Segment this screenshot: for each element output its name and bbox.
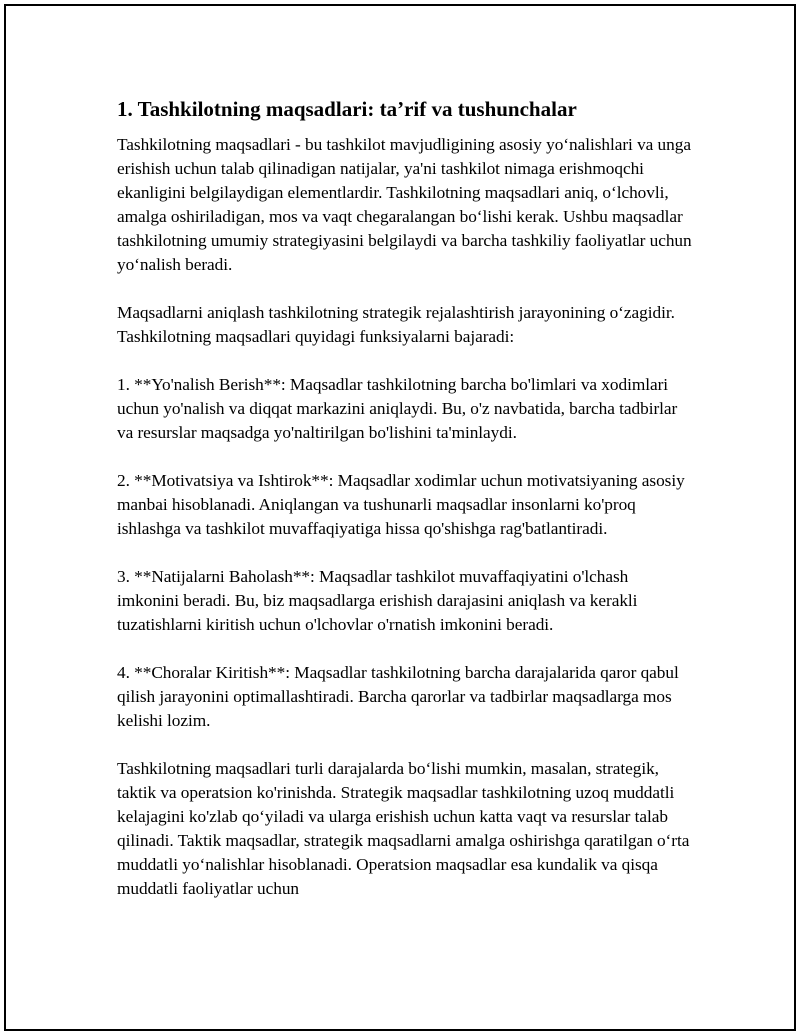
paragraph-item-3: 3. **Natijalarni Baholash**: Maqsadlar tashkilot muvaffaqiyatini o'lchash imkonini beradi. Bu, biz maqsadlarga erishish darajasini aniqlash va kerakli tuzatishlarni kiritish uchun o'lchovlar o'rnatish imkonini beradi. (117, 567, 638, 634)
paragraph-item-1: 1. **Yo'nalish Berish**: Maqsadlar tashkilotning barcha bo'limlari va xodimlari uchun yo'nalish va diqqat markazini aniqlaydi. Bu, o'z navbatida, barcha tadbirlar va resurslar maqsadga yo'naltirilgan bo'lishini ta'minlaydi. (117, 375, 678, 442)
document-body (117, 95, 692, 925)
paragraph-item-2: 2. **Motivatsiya va Ishtirok**: Maqsadlar xodimlar uchun motivatsiyaning asosiy manbai hisoblanadi. Aniqlangan va tushunarli maqsadlar insonlarni ko'proq ishlashga va tashkilot muvaffaqiyatiga hissa qo'shishga rag'batlantiradi. (117, 471, 685, 538)
paragraph-functions-intro: Maqsadlarni aniqlash tashkilotning strategik rejalashtirish jarayonining o‘zagidir. Tashkilotning maqsadlari quyidagi funksiyalarni bajaradi: (117, 303, 675, 346)
paragraph-item-4: 4. **Choralar Kiritish**: Maqsadlar tashkilotning barcha darajalarida qaror qabul qilish jarayonini optimallashtiradi. Barcha qarorlar va tadbirlar maqsadlarga mos kelishi lozim. (117, 663, 679, 730)
paragraph-levels: Tashkilotning maqsadlari turli darajalarda bo‘lishi mumkin, masalan, strategik, taktik va operatsion ko'rinishda. Strategik maqsadlar tashkilotning uzoq muddatli kelajagini ko'zlab qo‘yiladi va ularga erishish uchun katta vaqt va resurslar talab qilinadi. Taktik maqsadlar, strategik maqsadlarni amalga oshirishga qaratilgan o‘rta muddatli yo‘nalishlar hisoblanadi. Operatsion maqsadlar esa kundalik va qisqa muddatli faoliyatlar uchun (117, 759, 690, 898)
paragraph-definition: Tashkilotning maqsadlari - bu tashkilot mavjudligining asosiy yo‘nalishlari va unga erishish uchun talab qilinadigan natijalar, ya'ni tashkilot nimaga erishmoqchi ekanligini belgilaydigan elementlardir. Tashkilotning maqsadlari aniq, o‘lchovli, amalga oshiriladigan, mos va vaqt chegaralangan bo‘lishi kerak. Ushbu maqsadlar tashkilotning umumiy strategiyasini belgilaydi va barcha tashkiliy faoliyatlar uchun yo‘nalish beradi. (117, 135, 692, 274)
section-heading: 1. Tashkilotning maqsadlari: ta’rif va tushunchalar (117, 97, 577, 121)
